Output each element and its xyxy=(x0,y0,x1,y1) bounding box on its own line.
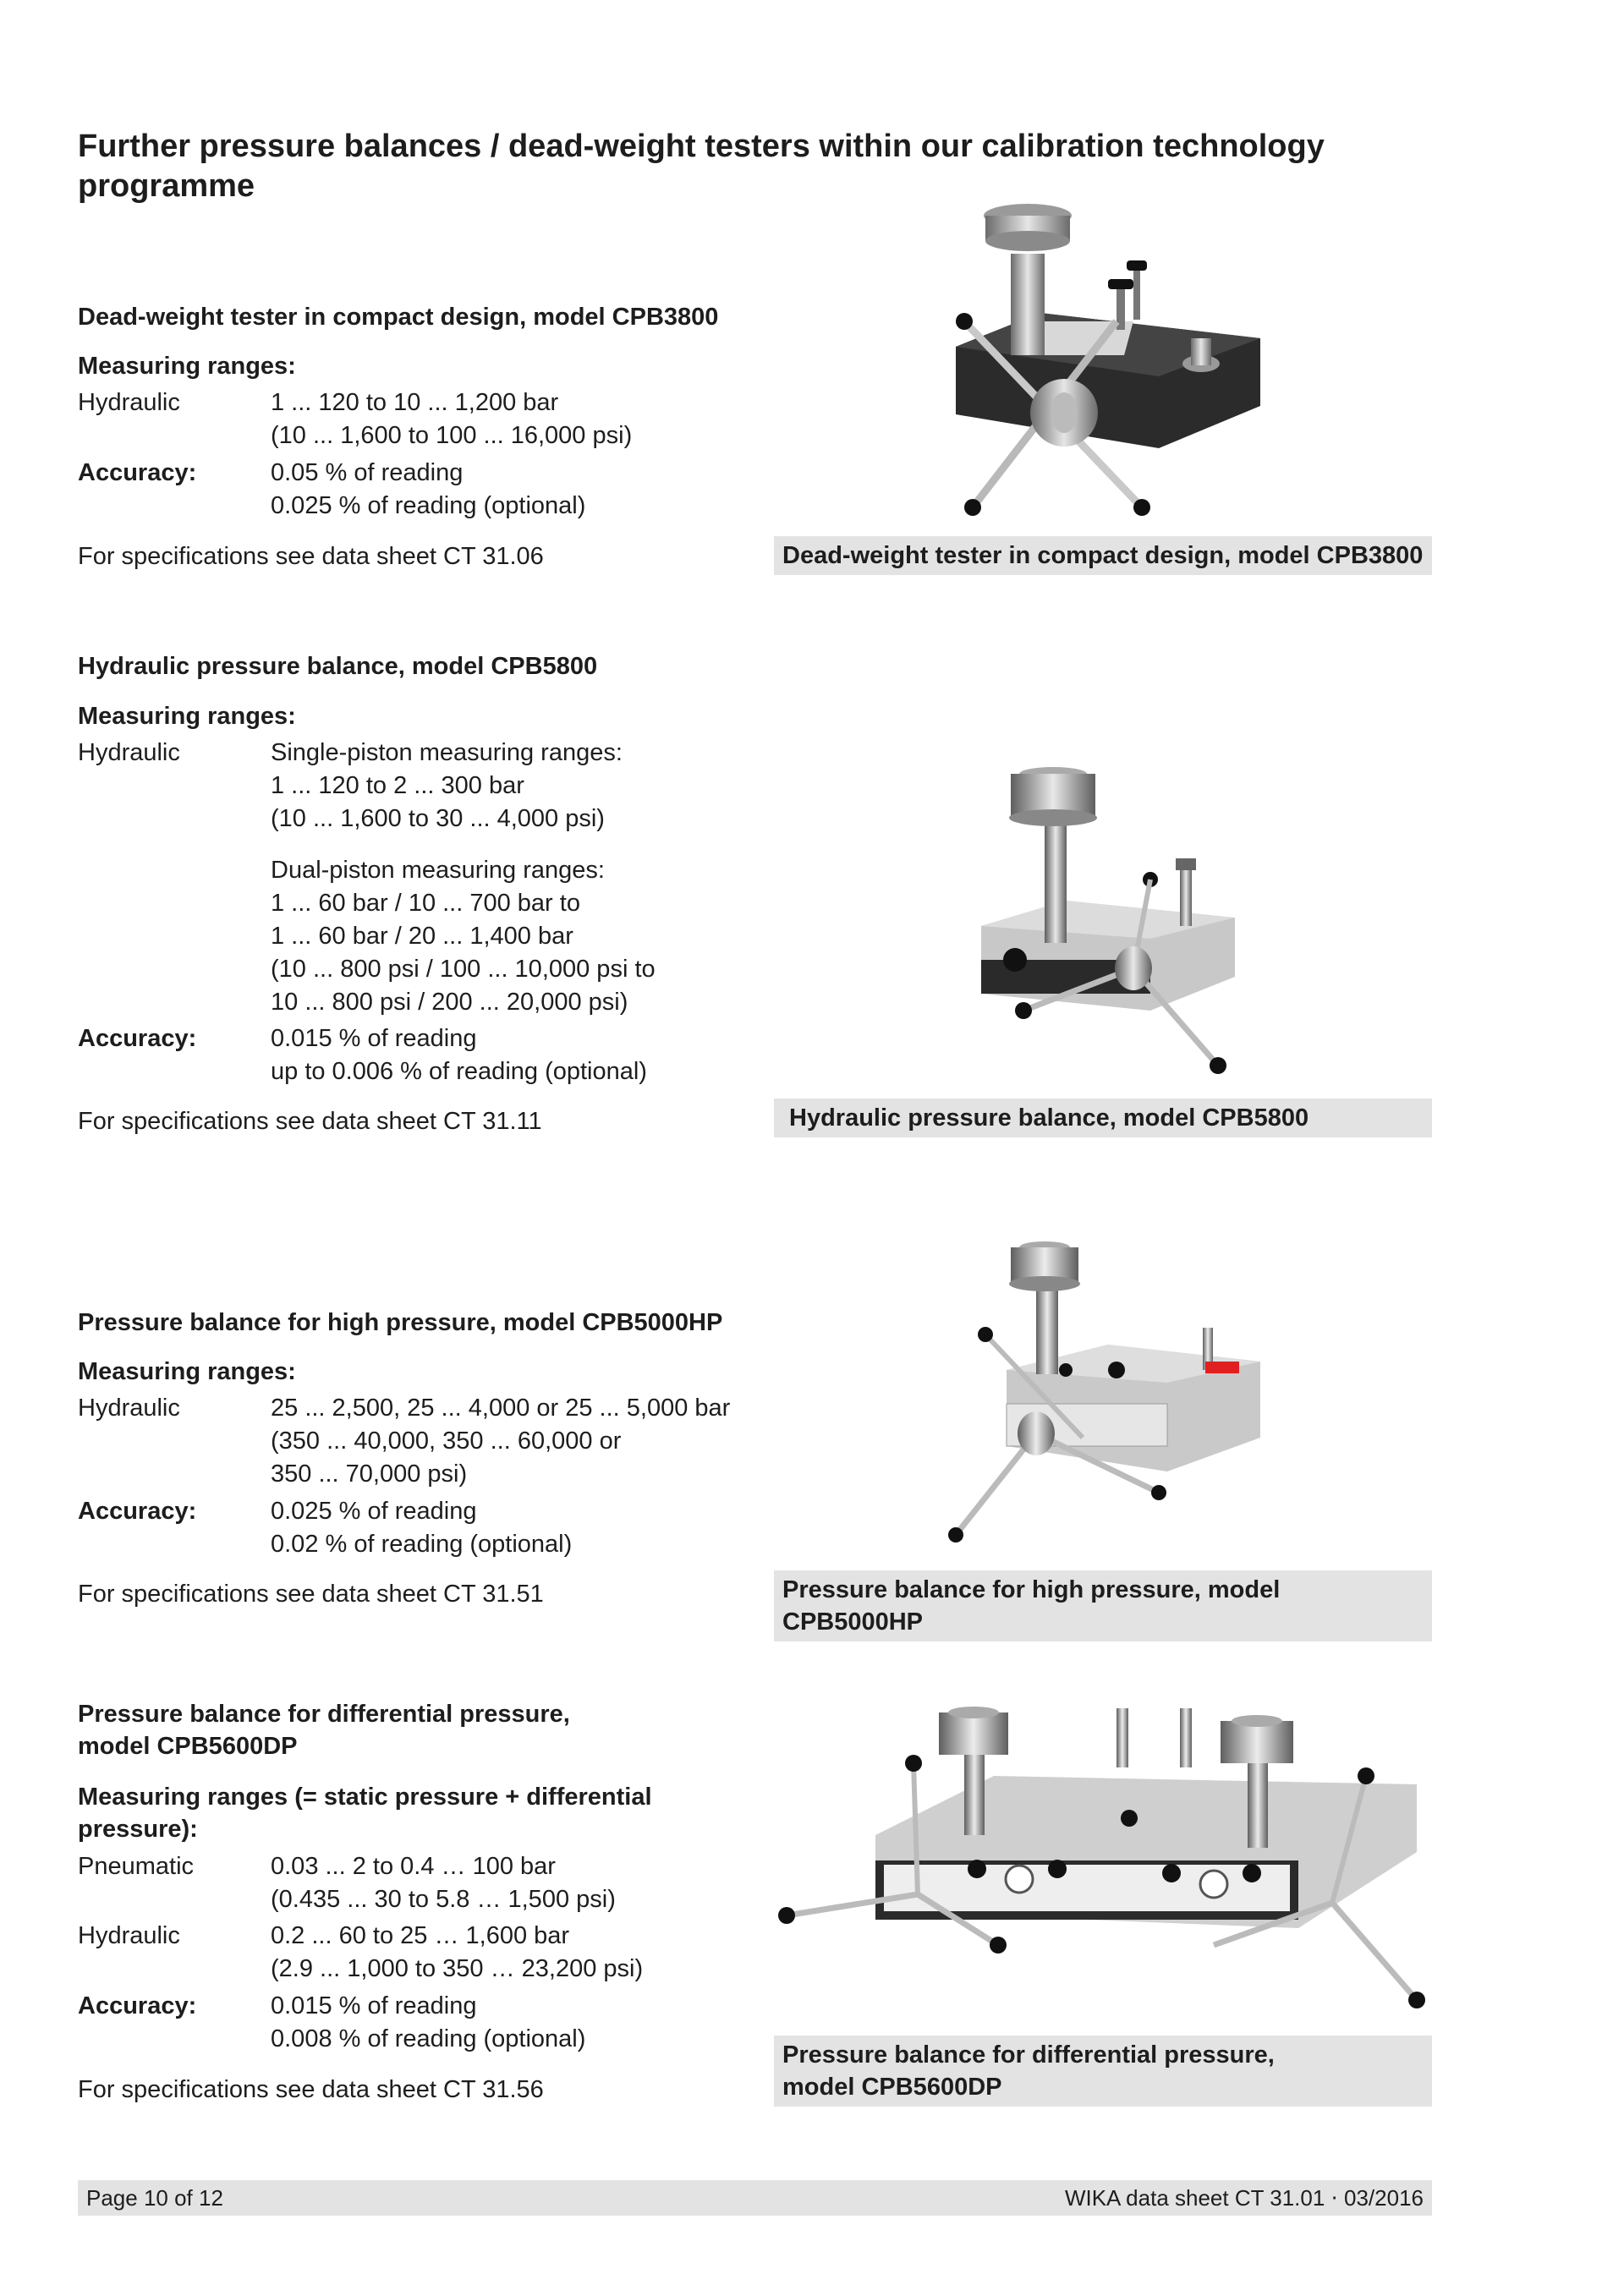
medium-label: Pneumatic xyxy=(78,1853,195,1880)
medium-label: Hydraulic xyxy=(78,389,180,416)
range-line: 10 ... 800 psi / 200 ... 20,000 psi) xyxy=(271,989,628,1016)
page-title: Further pressure balances / dead-weight testers within our calibration technology programme xyxy=(78,129,1325,204)
ranges-label: Measuring ranges: xyxy=(78,353,296,380)
range-line: (10 ... 1,600 to 100 ... 16,000 psi) xyxy=(271,422,633,449)
spec-reference: For specifications see data sheet CT 31.06 xyxy=(78,543,544,570)
range-values xyxy=(271,1392,812,1491)
product-photo-cpb3800 xyxy=(939,195,1277,516)
product-heading: Dead-weight tester in compact design, model CPB3800 xyxy=(78,304,719,331)
range-line: 350 ... 70,000 psi) xyxy=(271,1460,468,1488)
range-line: 25 ... 2,500, 25 ... 4,000 or 25 ... 5,000 bar xyxy=(271,1395,731,1422)
product-photo-cpb5000hp xyxy=(939,1235,1277,1556)
product-photo-cpb5800 xyxy=(964,757,1252,1087)
accuracy-label: Accuracy: xyxy=(78,1498,197,1525)
range-line: 1 ... 120 to 2 ... 300 bar xyxy=(271,772,524,799)
spec-reference: For specifications see data sheet CT 31.51 xyxy=(78,1581,544,1608)
range-line: 1 ... 60 bar / 10 ... 700 bar to xyxy=(271,890,580,917)
medium-label: Hydraulic xyxy=(78,1922,180,1949)
range-line: Single-piston measuring ranges: xyxy=(271,739,623,766)
ranges-label xyxy=(78,1781,652,1845)
range-line: (0.435 ... 30 to 5.8 … 1,500 psi) xyxy=(271,1886,616,1913)
range-line: (350 ... 40,000, 350 ... 60,000 or xyxy=(271,1427,622,1455)
accuracy-label: Accuracy: xyxy=(78,459,197,486)
spec-reference: For specifications see data sheet CT 31.11 xyxy=(78,1108,542,1135)
accuracy-values xyxy=(271,1495,812,1561)
image-caption: Hydraulic pressure balance, model CPB5800 xyxy=(774,1099,1432,1137)
range-line: (10 ... 800 psi / 100 ... 10,000 psi to xyxy=(271,956,656,983)
ranges-label: Measuring ranges: xyxy=(78,1358,296,1385)
datasheet-reference: WIKA data sheet CT 31.01 ⋅ 03/2016 xyxy=(1064,2185,1424,2211)
caption-line: model CPB5600DP xyxy=(782,2074,1002,2101)
ranges-label-line: pressure): xyxy=(78,1816,198,1843)
accuracy-label: Accuracy: xyxy=(78,1992,197,2019)
range-line: (2.9 ... 1,000 to 350 … 23,200 psi) xyxy=(271,1955,644,1982)
ranges-label: Measuring ranges: xyxy=(78,703,296,730)
ranges-label-line: Measuring ranges (= static pressure + differential xyxy=(78,1784,652,1811)
range-values xyxy=(271,737,812,1019)
range-line: Dual-piston measuring ranges: xyxy=(271,857,605,884)
accuracy-values xyxy=(271,1022,812,1088)
page-number: Page 10 of 12 xyxy=(86,2185,223,2211)
accuracy-line: 0.015 % of reading xyxy=(271,1025,477,1052)
accuracy-line: up to 0.006 % of reading (optional) xyxy=(271,1058,647,1085)
caption-line: Pressure balance for differential pressure, xyxy=(782,2041,1275,2069)
range-values xyxy=(271,1850,812,1916)
range-line: 0.03 ... 2 to 0.4 … 100 bar xyxy=(271,1853,556,1880)
accuracy-line: 0.02 % of reading (optional) xyxy=(271,1531,573,1558)
range-values xyxy=(271,1920,812,1986)
image-caption: Dead-weight tester in compact design, model CPB3800 xyxy=(774,536,1432,575)
heading-line: Pressure balance for differential pressure, xyxy=(78,1701,570,1728)
image-caption xyxy=(774,2036,1432,2107)
range-line: 0.2 ... 60 to 25 … 1,600 bar xyxy=(271,1922,570,1949)
range-line: 1 ... 120 to 10 ... 1,200 bar xyxy=(271,389,559,416)
accuracy-line: 0.015 % of reading xyxy=(271,1992,477,2019)
heading-line: model CPB5600DP xyxy=(78,1733,298,1760)
accuracy-line: 0.025 % of reading xyxy=(271,1498,477,1525)
accuracy-line: 0.05 % of reading xyxy=(271,459,464,486)
product-heading: Pressure balance for high pressure, model CPB5000HP xyxy=(78,1309,723,1336)
range-line: 1 ... 60 bar / 20 ... 1,400 bar xyxy=(271,923,573,950)
accuracy-line: 0.008 % of reading (optional) xyxy=(271,2025,586,2052)
medium-label: Hydraulic xyxy=(78,1395,180,1422)
accuracy-line: 0.025 % of reading (optional) xyxy=(271,492,586,519)
product-heading xyxy=(78,1698,570,1762)
accuracy-values xyxy=(271,1990,812,2056)
image-caption: Pressure balance for high pressure, model CPB5000HP xyxy=(774,1570,1432,1641)
accuracy-values xyxy=(271,457,812,523)
spec-reference: For specifications see data sheet CT 31.56 xyxy=(78,2076,544,2103)
accuracy-label: Accuracy: xyxy=(78,1025,197,1052)
range-line: (10 ... 1,600 to 30 ... 4,000 psi) xyxy=(271,805,605,832)
product-photo-cpb5600dp xyxy=(774,1691,1434,2021)
range-values xyxy=(271,386,812,452)
medium-label: Hydraulic xyxy=(78,739,180,766)
page-footer xyxy=(78,2180,1432,2216)
product-heading: Hydraulic pressure balance, model CPB5800 xyxy=(78,653,598,680)
